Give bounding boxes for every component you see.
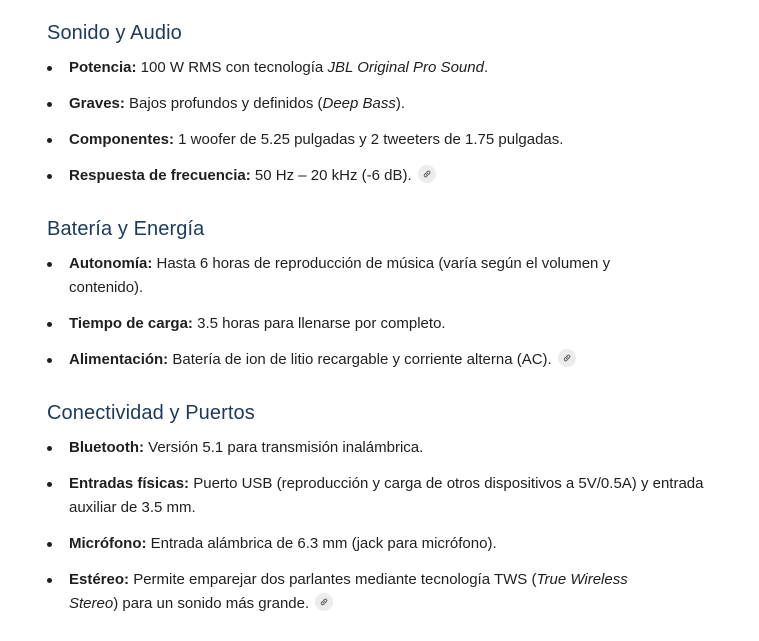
- section-heading: Sonido y Audio: [47, 22, 182, 44]
- source-link-button[interactable]: [558, 349, 576, 367]
- list-item: [47, 348, 709, 372]
- item-label: Graves:: [69, 95, 125, 112]
- list-item: [47, 472, 709, 520]
- item-text: Permite emparejar dos parlantes mediante tecnología TWS (: [129, 571, 537, 588]
- list-item: [47, 128, 709, 152]
- item-text: Versión 5.1 para transmisión inalámbrica.: [143, 439, 424, 456]
- item-text: Puerto USB (reproducción y carga de otros dispositivos a 5V/0.5A) y entrada auxiliar de 3.5 mm.: [69, 475, 704, 516]
- item-label: Respuesta de frecuencia:: [69, 167, 251, 184]
- list-item: [47, 568, 679, 616]
- item-text: Hasta 6 horas de reproducción de música (varía según el volumen y contenido).: [69, 255, 611, 296]
- link-icon: [422, 169, 432, 179]
- list-item: [47, 164, 709, 188]
- item-emphasis: JBL Original Pro Sound: [327, 59, 484, 76]
- item-label: Componentes:: [69, 131, 174, 148]
- item-label: Bluetooth:: [69, 439, 144, 456]
- source-link-button[interactable]: [315, 593, 333, 611]
- item-label: Micrófono:: [69, 535, 147, 552]
- item-label: Potencia:: [69, 59, 137, 76]
- item-text: Entrada alámbrica de 6.3 mm (jack para micrófono).: [146, 535, 497, 552]
- source-link-button[interactable]: [418, 165, 436, 183]
- section-bateria-energia: [47, 216, 709, 384]
- item-emphasis: True Wireless Stereo: [69, 571, 628, 612]
- item-label: Entradas físicas:: [69, 475, 190, 492]
- list-item: [47, 92, 709, 116]
- item-text: .: [483, 59, 489, 76]
- list-item: [47, 436, 709, 460]
- list-item: [47, 56, 709, 80]
- item-text: Batería de ion de litio recargable y corriente alterna (AC).: [168, 351, 552, 368]
- section-heading: Conectividad y Puertos: [47, 402, 255, 424]
- bullet-list: [47, 252, 709, 372]
- item-label: Tiempo de carga:: [69, 315, 193, 332]
- list-item: [47, 532, 709, 556]
- bullet-list: [47, 56, 709, 188]
- item-label: Alimentación:: [69, 351, 169, 368]
- item-text: 100 W RMS con tecnología: [136, 59, 328, 76]
- item-emphasis: Deep Bass: [322, 95, 396, 112]
- item-text: ).: [395, 95, 406, 112]
- item-label: Estéreo:: [69, 571, 130, 588]
- item-text: 1 woofer de 5.25 pulgadas y 2 tweeters de 1.75 pulgadas.: [174, 131, 564, 148]
- item-text: 3.5 horas para llenarse por completo.: [192, 315, 446, 332]
- list-item: [47, 312, 709, 336]
- item-text: ) para un sonido más grande.: [113, 595, 310, 612]
- link-icon: [562, 353, 572, 363]
- item-text: Bajos profundos y definidos (: [124, 95, 323, 112]
- section-sonido-audio: [47, 20, 709, 200]
- bullet-list: [47, 436, 709, 616]
- item-text: 50 Hz – 20 kHz (-6 dB).: [250, 167, 412, 184]
- section-heading: Batería y Energía: [47, 218, 205, 240]
- list-item: [47, 252, 669, 300]
- section-conectividad-puertos: [47, 400, 709, 628]
- item-label: Autonomía:: [69, 255, 153, 272]
- link-icon: [319, 597, 329, 607]
